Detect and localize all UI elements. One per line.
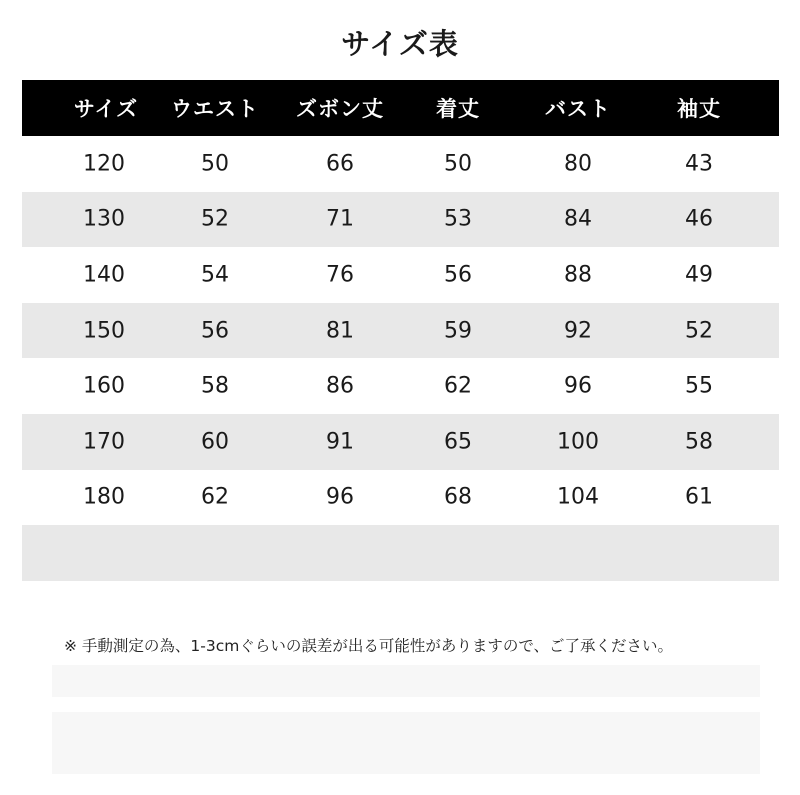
size-table bbox=[22, 80, 779, 581]
pants-length-cell: 71 bbox=[326, 206, 354, 232]
waist-cell: 56 bbox=[201, 318, 229, 344]
pants-length-cell: 86 bbox=[326, 373, 354, 399]
measurement-note: ※ 手動測定の為、1-3cmぐらいの誤差が出る可能性がありますので、ご了承ください。 bbox=[64, 637, 674, 655]
table-row bbox=[22, 247, 779, 303]
table-row bbox=[22, 303, 779, 359]
table-row bbox=[22, 136, 779, 192]
bust-cell: 88 bbox=[564, 262, 592, 288]
waist-cell: 54 bbox=[201, 262, 229, 288]
waist-cell: 60 bbox=[201, 429, 229, 455]
header-sleeve-length: 袖丈 bbox=[677, 97, 721, 121]
waist-cell: 52 bbox=[201, 206, 229, 232]
waist-cell: 62 bbox=[201, 484, 229, 510]
table-row bbox=[22, 414, 779, 470]
bust-cell: 100 bbox=[557, 429, 599, 455]
pants-length-cell: 91 bbox=[326, 429, 354, 455]
sleeve-length-cell: 43 bbox=[685, 151, 713, 177]
pants-length-cell: 96 bbox=[326, 484, 354, 510]
pants-length-cell: 76 bbox=[326, 262, 354, 288]
header-waist: ウエスト bbox=[171, 97, 259, 121]
body-length-cell: 53 bbox=[444, 206, 472, 232]
table-header-row bbox=[22, 80, 779, 136]
bust-cell: 80 bbox=[564, 151, 592, 177]
size-cell: 180 bbox=[83, 484, 125, 510]
background-band bbox=[52, 665, 760, 697]
pants-length-cell: 66 bbox=[326, 151, 354, 177]
waist-cell: 58 bbox=[201, 373, 229, 399]
sleeve-length-cell: 61 bbox=[685, 484, 713, 510]
header-body-length: 着丈 bbox=[436, 97, 480, 121]
table-row bbox=[22, 470, 779, 526]
body-length-cell: 56 bbox=[444, 262, 472, 288]
size-cell: 120 bbox=[83, 151, 125, 177]
empty-table-row bbox=[22, 525, 779, 581]
size-cell: 160 bbox=[83, 373, 125, 399]
body-length-cell: 50 bbox=[444, 151, 472, 177]
header-bust: バスト bbox=[545, 97, 611, 121]
sleeve-length-cell: 58 bbox=[685, 429, 713, 455]
body-length-cell: 68 bbox=[444, 484, 472, 510]
body-length-cell: 62 bbox=[444, 373, 472, 399]
bust-cell: 84 bbox=[564, 206, 592, 232]
table-row bbox=[22, 192, 779, 248]
bust-cell: 104 bbox=[557, 484, 599, 510]
size-cell: 140 bbox=[83, 262, 125, 288]
size-cell: 130 bbox=[83, 206, 125, 232]
sleeve-length-cell: 52 bbox=[685, 318, 713, 344]
header-pants-length: ズボン丈 bbox=[296, 97, 384, 121]
body-length-cell: 65 bbox=[444, 429, 472, 455]
page-title: サイズ表 bbox=[341, 27, 459, 61]
sleeve-length-cell: 46 bbox=[685, 206, 713, 232]
header-size: サイズ bbox=[73, 97, 139, 121]
size-cell: 170 bbox=[83, 429, 125, 455]
table-row bbox=[22, 358, 779, 414]
sleeve-length-cell: 55 bbox=[685, 373, 713, 399]
pants-length-cell: 81 bbox=[326, 318, 354, 344]
size-cell: 150 bbox=[83, 318, 125, 344]
bust-cell: 96 bbox=[564, 373, 592, 399]
body-length-cell: 59 bbox=[444, 318, 472, 344]
background-band bbox=[52, 712, 760, 774]
waist-cell: 50 bbox=[201, 151, 229, 177]
bust-cell: 92 bbox=[564, 318, 592, 344]
sleeve-length-cell: 49 bbox=[685, 262, 713, 288]
